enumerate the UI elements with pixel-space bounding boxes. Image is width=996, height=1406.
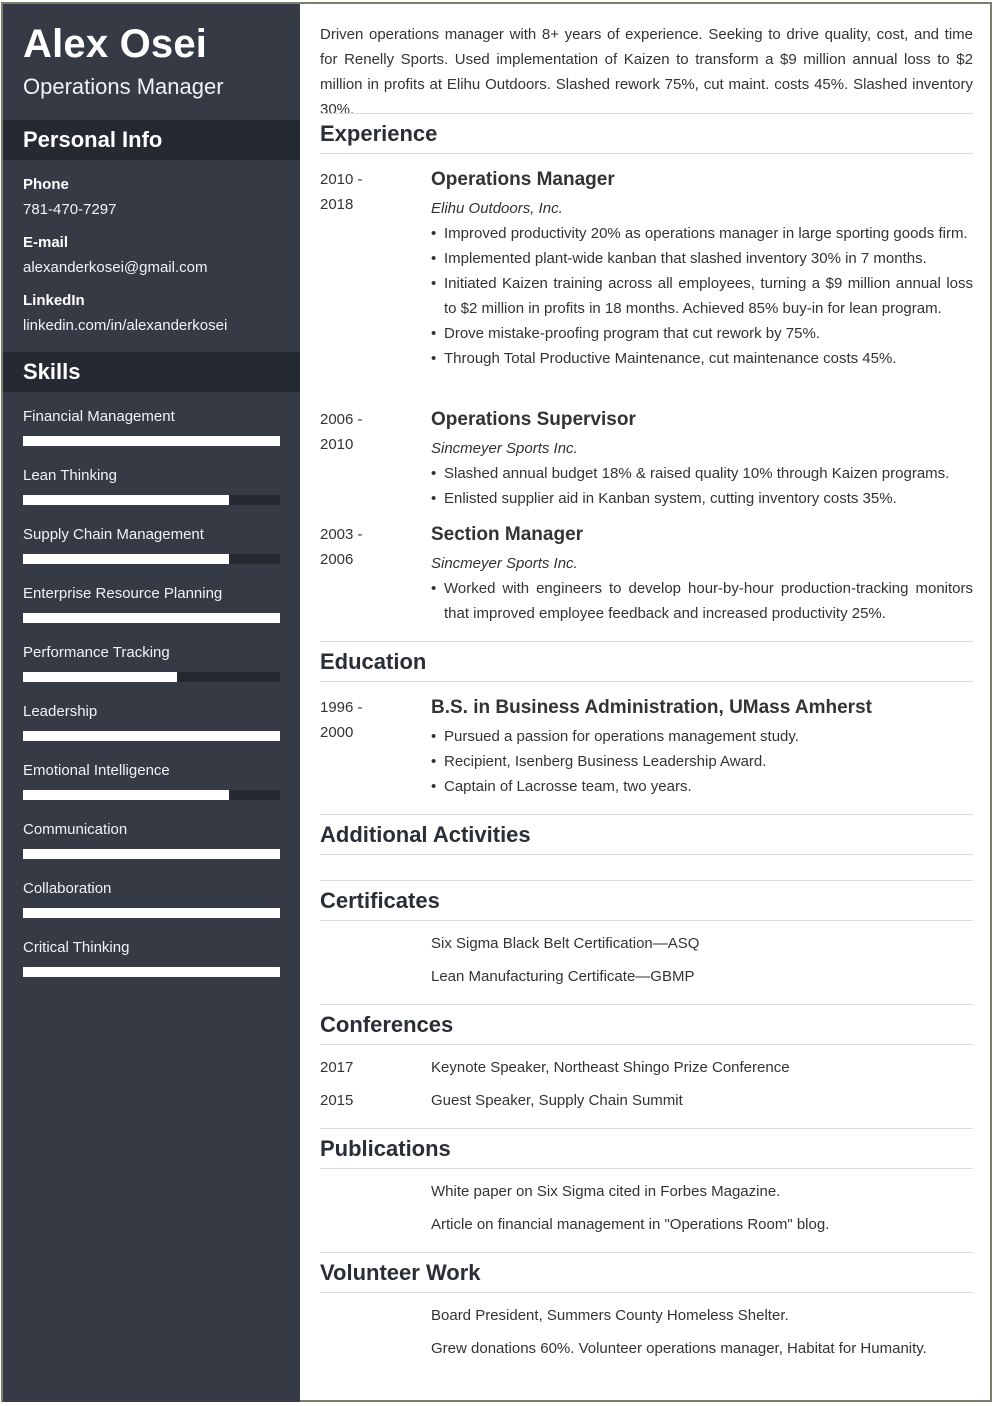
skill-bar (23, 908, 280, 918)
skill-label: Financial Management (23, 408, 175, 425)
skill-label: Emotional Intelligence (23, 762, 170, 779)
skill-label: Critical Thinking (23, 939, 130, 956)
email-value[interactable]: alexanderkosei@gmail.com (23, 259, 208, 276)
bullet-item: • Implemented plant-wide kanban that slashed inventory 30% in 7 months. (431, 246, 973, 271)
publication-item: White paper on Six Sigma cited in Forbes Magazine. (431, 1183, 781, 1200)
job-end: 2018 (320, 196, 354, 213)
education-heading: Education (320, 641, 973, 682)
skill-bar (23, 554, 280, 564)
bullet-item: • Recipient, Isenberg Business Leadership Award. (431, 749, 973, 774)
job-title: Operations Supervisor (431, 409, 636, 430)
phone-value: 781-470-7297 (23, 201, 117, 218)
skill-label: Lean Thinking (23, 467, 117, 484)
personal-info-heading: Personal Info (3, 120, 300, 160)
bullet-item: • Captain of Lacrosse team, two years. (431, 774, 973, 799)
bullet-item: • Improved productivity 20% as operations manager in large sporting goods firm. (431, 221, 973, 246)
job-title: Section Manager (431, 524, 584, 545)
email-label: E-mail (23, 234, 69, 251)
bullet-item: • Pursued a passion for operations management study. (431, 724, 973, 749)
skill-label: Enterprise Resource Planning (23, 585, 223, 602)
job-end: 2010 (320, 436, 354, 453)
skill-bar (23, 672, 280, 682)
linkedin-value[interactable]: linkedin.com/in/alexanderkosei (23, 317, 228, 334)
bullet-item: • Worked with engineers to develop hour-by-hour production-tracking monitors that improved employee feedback and increased productivity 25%. (431, 576, 973, 626)
skill-bar (23, 731, 280, 741)
bullet-item: • Drove mistake-proofing program that cut rework by 75%. (431, 321, 973, 346)
skill-bar (23, 436, 280, 446)
bullet-item: • Slashed annual budget 18% & raised quality 10% through Kaizen programs. (431, 461, 973, 486)
job-end: 2006 (320, 551, 354, 568)
company-name: Sincmeyer Sports Inc. (431, 440, 578, 457)
skill-bar (23, 849, 280, 859)
edu-end: 2000 (320, 724, 354, 741)
certificate-item: Six Sigma Black Belt Certification—ASQ (431, 935, 700, 952)
skill-bar (23, 967, 280, 977)
candidate-name: Alex Osei (23, 22, 208, 66)
phone-label: Phone (23, 176, 69, 193)
edu-start: 1996 - (320, 699, 363, 716)
skill-label: Supply Chain Management (23, 526, 204, 543)
conference-item: Keynote Speaker, Northeast Shingo Prize Conference (431, 1059, 790, 1076)
job-start: 2003 - (320, 526, 363, 543)
skill-label: Collaboration (23, 880, 112, 897)
company-name: Sincmeyer Sports Inc. (431, 555, 578, 572)
summary-text: Driven operations manager with 8+ years of experience. Seeking to drive quality, cost, and time for Renelly Sports. Used implementation of Kaizen to transform a $9 million annual loss to $2 million in profits at Elihu Outdoors. Slashed rework 75%, cut maint. costs 45%. Slashed inventory 30%. (320, 26, 973, 118)
conference-year: 2017 (320, 1059, 354, 1076)
conferences-heading: Conferences (320, 1004, 973, 1045)
bullet-item: • Enlisted supplier aid in Kanban system, cutting inventory costs 35%. (431, 486, 973, 511)
job-title: Operations Manager (431, 169, 615, 190)
skill-bar (23, 495, 280, 505)
linkedin-label: LinkedIn (23, 292, 85, 309)
volunteer-heading: Volunteer Work (320, 1252, 973, 1293)
job-bullets (431, 221, 973, 371)
job-bullets (431, 461, 973, 511)
sidebar (3, 4, 300, 1402)
skill-label: Performance Tracking (23, 644, 170, 661)
skill-bar (23, 790, 280, 800)
conference-year: 2015 (320, 1092, 354, 1109)
conference-item: Guest Speaker, Supply Chain Summit (431, 1092, 683, 1109)
company-name: Elihu Outdoors, Inc. (431, 200, 563, 217)
bullet-item: • Initiated Kaizen training across all employees, turning a $9 million annual loss to $2 million in profits in 18 months. Achieved 85% buy-in for lean program. (431, 271, 973, 321)
bullet-item: • Through Total Productive Maintenance, cut maintenance costs 45%. (431, 346, 973, 371)
volunteer-item: Board President, Summers County Homeless Shelter. (431, 1307, 789, 1324)
skill-bar (23, 613, 280, 623)
volunteer-item: Grew donations 60%. Volunteer operations manager, Habitat for Humanity. (431, 1340, 927, 1357)
degree-title: B.S. in Business Administration, UMass Amherst (431, 697, 872, 718)
publications-heading: Publications (320, 1128, 973, 1169)
experience-heading: Experience (320, 113, 973, 154)
certificate-item: Lean Manufacturing Certificate—GBMP (431, 968, 695, 985)
publication-item: Article on financial management in "Operations Room" blog. (431, 1216, 830, 1233)
job-start: 2010 - (320, 171, 363, 188)
edu-bullets (431, 724, 973, 799)
job-bullets (431, 576, 973, 626)
skills-heading: Skills (3, 352, 300, 392)
candidate-role: Operations Manager (23, 74, 224, 99)
certificates-heading: Certificates (320, 880, 973, 921)
skill-label: Communication (23, 821, 128, 838)
skill-label: Leadership (23, 703, 98, 720)
job-start: 2006 - (320, 411, 363, 428)
additional-activities-heading: Additional Activities (320, 814, 973, 855)
